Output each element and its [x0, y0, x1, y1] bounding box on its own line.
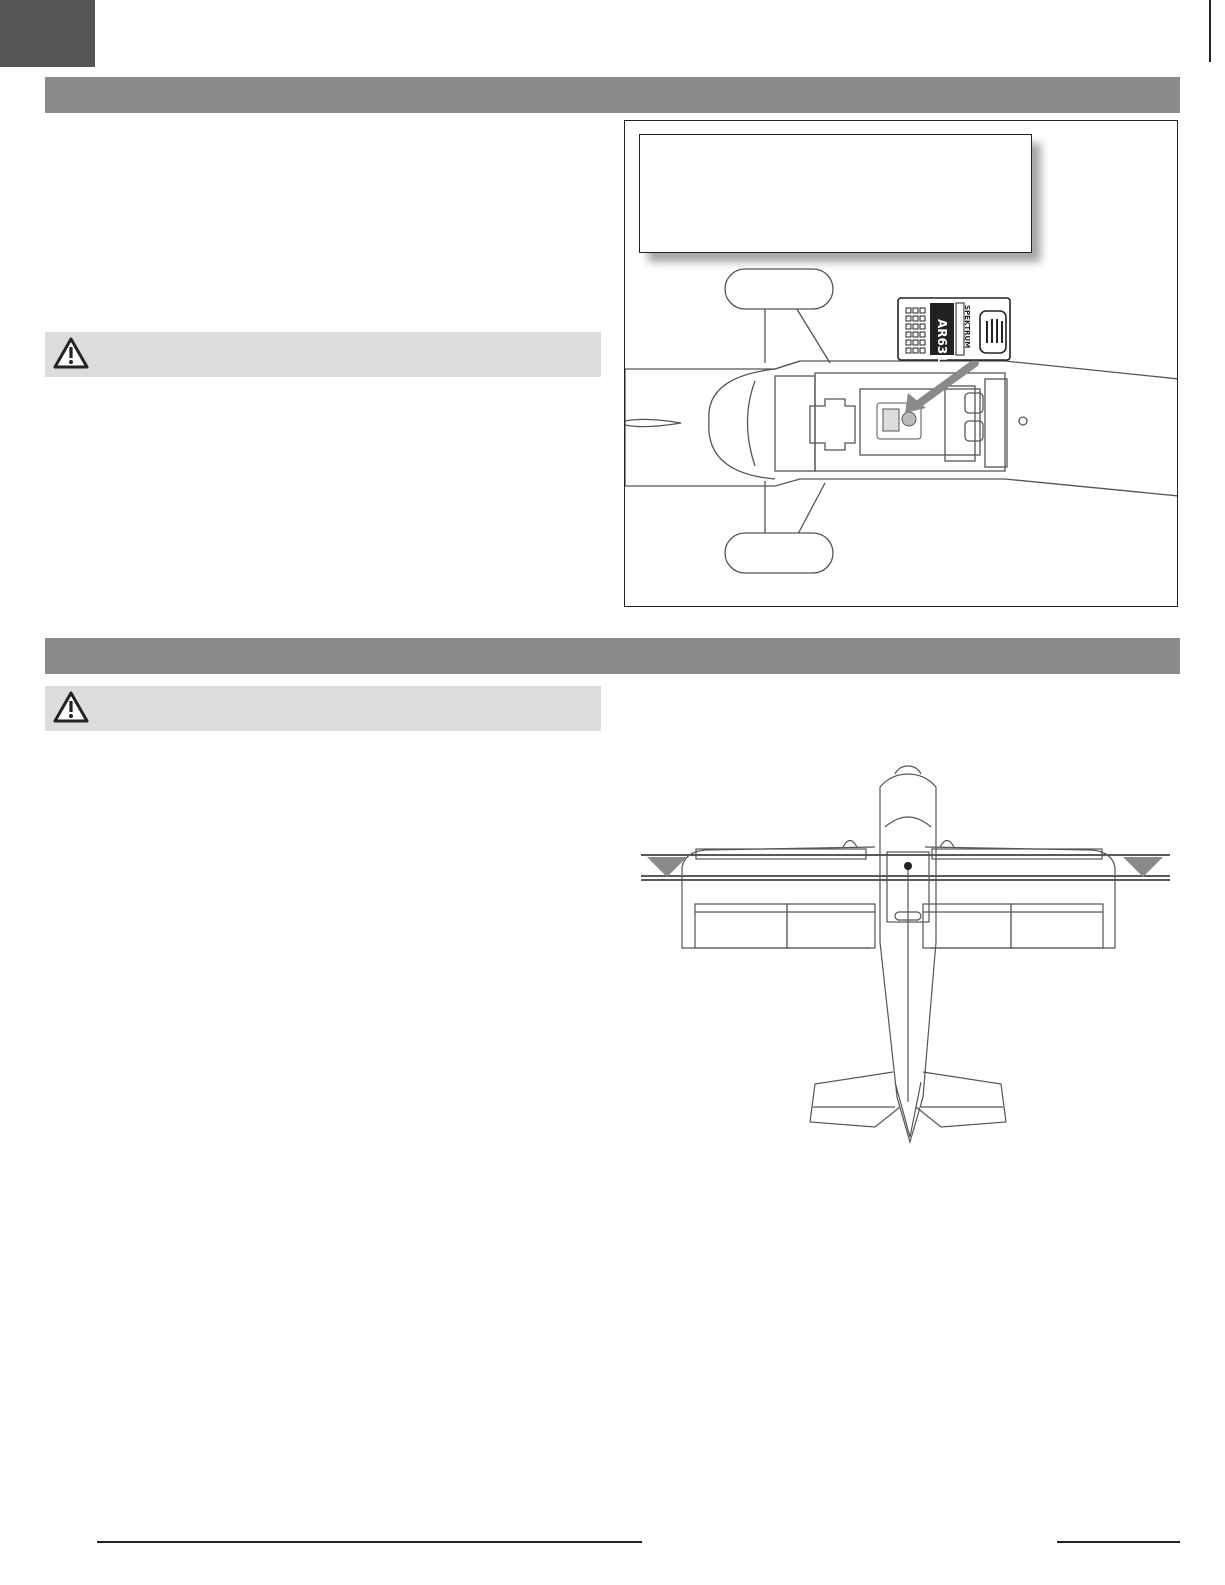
- receiver-tag-label: BeFlySM 2: [930, 304, 954, 309]
- receiver-model-label: AR631+: [935, 319, 949, 373]
- warning-band-1: [45, 332, 601, 377]
- section-header-bar-2: [45, 638, 1180, 674]
- warning-band-2: [45, 686, 601, 731]
- page-corner-tab: [0, 0, 95, 67]
- footer-rule-left: [97, 1541, 642, 1543]
- arrow-down-icon: [1123, 857, 1163, 877]
- cg-marker: [904, 862, 912, 870]
- warning-triangle-icon: [53, 690, 89, 724]
- section-header-bar-1: [45, 77, 1180, 113]
- warning-triangle-icon: [53, 336, 89, 370]
- figure-callout-box: [639, 134, 1032, 253]
- receiver-brand-label: SPEKTRUM: [963, 305, 971, 349]
- cg-balance-figure: [625, 762, 1185, 1172]
- top-edge-rule: [1209, 0, 1211, 62]
- arrow-down-icon: [647, 857, 687, 877]
- receiver-installation-figure: [624, 120, 1178, 607]
- footer-rule-right: [1057, 1541, 1180, 1543]
